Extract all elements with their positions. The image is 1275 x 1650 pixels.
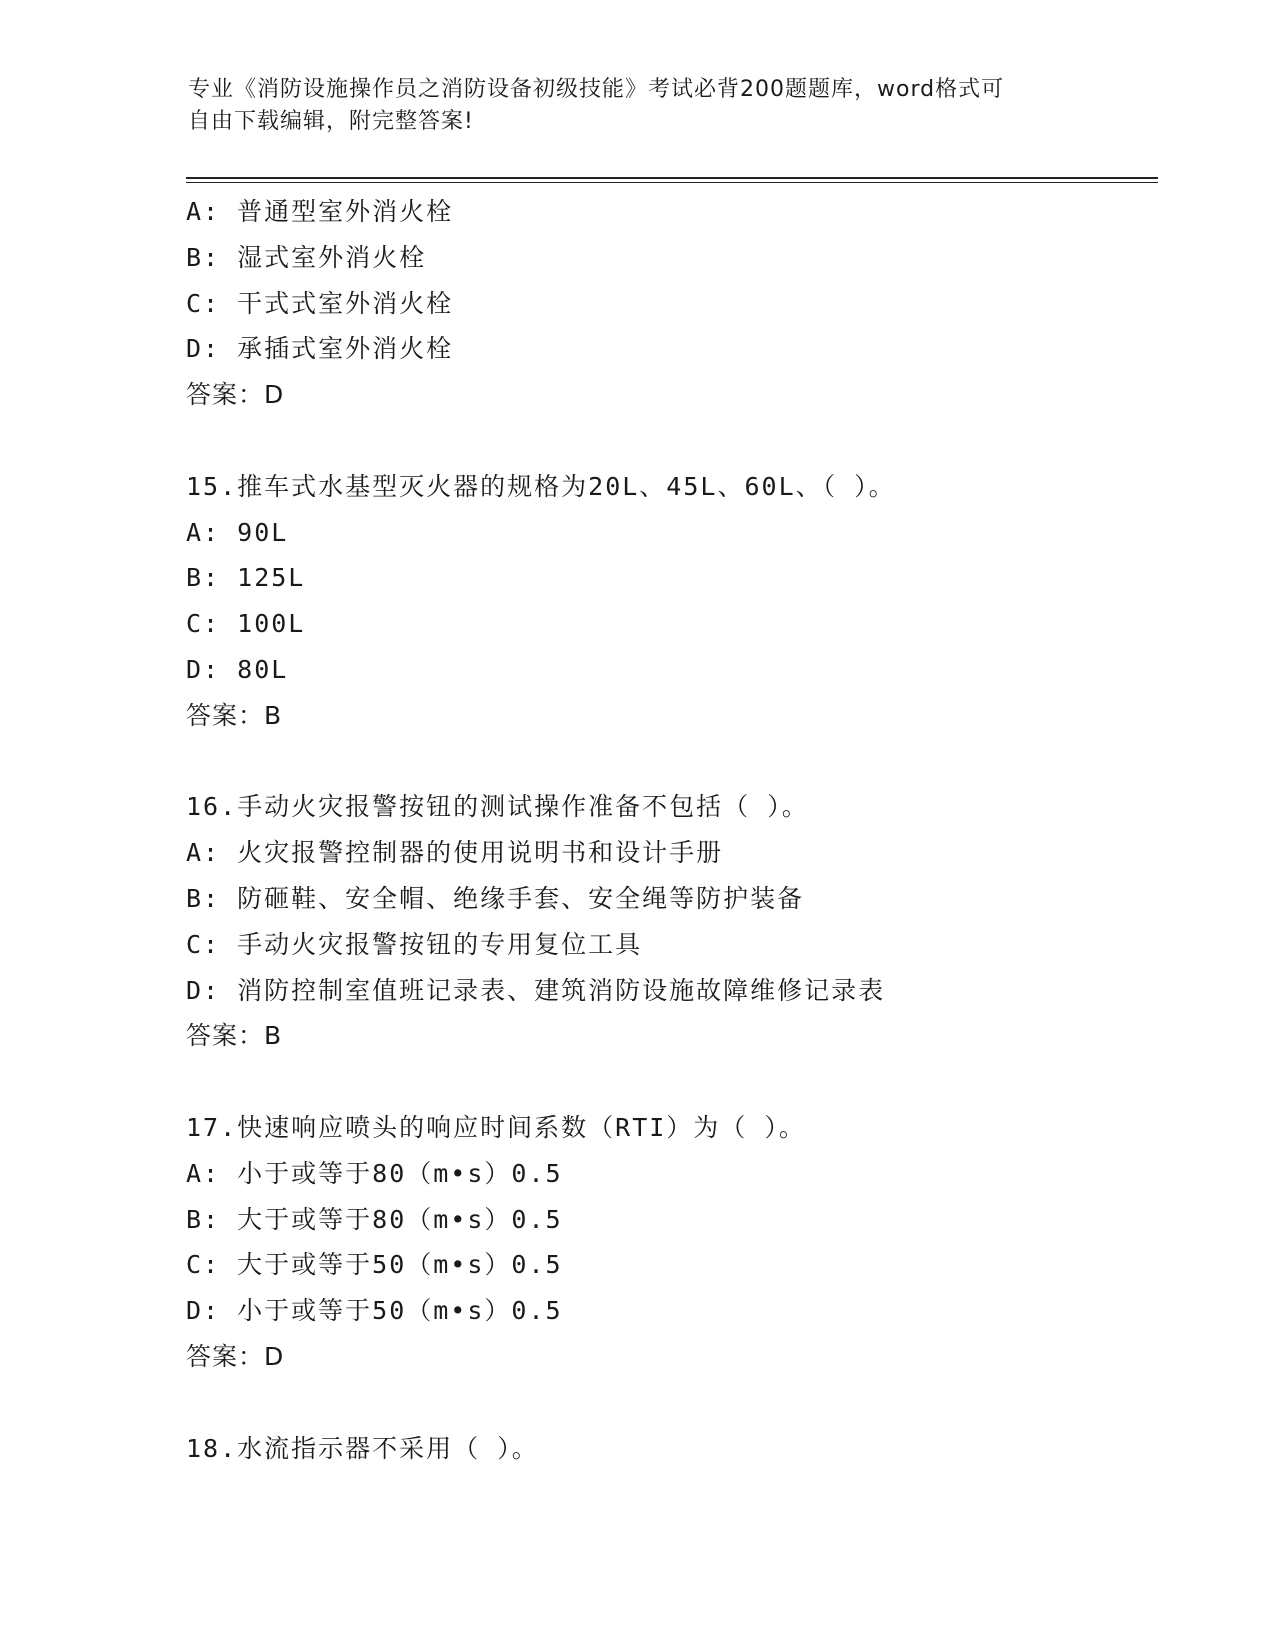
question-text: 16.手动火灾报警按钮的测试操作准备不包括（ ）。 bbox=[186, 792, 809, 822]
spacer bbox=[186, 1380, 1166, 1426]
header-line-2: 自由下载编辑，附完整答案! bbox=[188, 109, 474, 134]
option-a: A: 火灾报警控制器的使用说明书和设计手册 bbox=[186, 838, 724, 868]
question-block-15 bbox=[186, 464, 1166, 739]
answer-line: 答案：B bbox=[186, 1021, 283, 1051]
question-text: 17.快速响应喷头的响应时间系数（RTI）为（ ）。 bbox=[186, 1112, 806, 1142]
option-d: D: 小于或等于50（m•s）0.5 bbox=[186, 1296, 563, 1326]
option-a: A: 90L bbox=[186, 517, 289, 547]
option-b: B: 125L bbox=[186, 563, 306, 593]
option-a: A: 小于或等于80（m•s）0.5 bbox=[186, 1158, 563, 1188]
question-text: 15.推车式水基型灭火器的规格为20L、45L、60L、（ ）。 bbox=[186, 471, 896, 501]
question-block-18 bbox=[186, 1426, 1166, 1472]
option-c: C: 干式式室外消火栓 bbox=[186, 288, 454, 318]
header-divider-thin bbox=[186, 182, 1158, 183]
question-text: 18.水流指示器不采用（ ）。 bbox=[186, 1433, 539, 1463]
option-b: B: 湿式室外消火栓 bbox=[186, 242, 427, 272]
spacer bbox=[186, 418, 1166, 464]
spacer bbox=[186, 739, 1166, 785]
question-block-16 bbox=[186, 784, 1166, 1059]
answer-line: 答案：B bbox=[186, 700, 283, 730]
option-a: A: 普通型室外消火栓 bbox=[186, 197, 454, 226]
header-line-1: 专业《消防设施操作员之消防设备初级技能》考试必背200题题库，word格式可 bbox=[188, 77, 1005, 102]
spacer bbox=[186, 1059, 1166, 1105]
option-c: C: 手动火灾报警按钮的专用复位工具 bbox=[186, 929, 643, 959]
question-block-14 bbox=[186, 189, 1166, 418]
answer-line: 答案：D bbox=[186, 380, 285, 410]
question-block-17 bbox=[186, 1105, 1166, 1380]
option-d: D: 80L bbox=[186, 654, 289, 684]
option-c: C: 大于或等于50（m•s）0.5 bbox=[186, 1250, 563, 1280]
option-d: D: 消防控制室值班记录表、建筑消防设施故障维修记录表 bbox=[186, 975, 886, 1005]
document-header bbox=[188, 74, 1068, 138]
option-b: B: 防砸鞋、安全帽、绝缘手套、安全绳等防护装备 bbox=[186, 883, 805, 913]
header-divider-thick bbox=[186, 177, 1158, 179]
question-list bbox=[186, 189, 1166, 1471]
option-c: C: 100L bbox=[186, 609, 306, 639]
answer-line: 答案：D bbox=[186, 1341, 285, 1371]
option-d: D: 承插式室外消火栓 bbox=[186, 334, 454, 364]
option-b: B: 大于或等于80（m•s）0.5 bbox=[186, 1204, 563, 1234]
